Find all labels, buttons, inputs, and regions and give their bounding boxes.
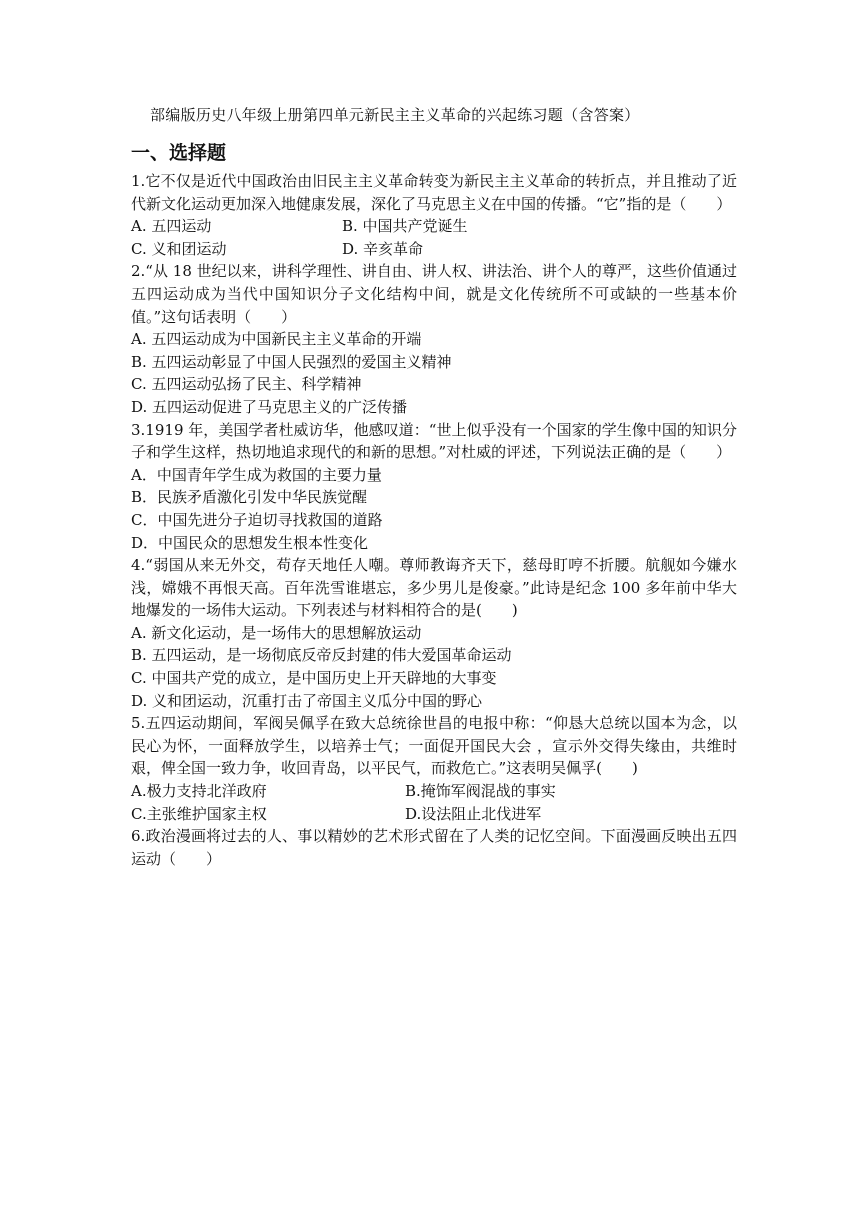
question-5-option-b: B.掩饰军阀混战的事实 bbox=[405, 782, 556, 801]
question-2-option-a: A. 五四运动成为中国新民主主义革命的开端 bbox=[131, 330, 422, 349]
question-5-option-a: A.极力支持北洋政府 bbox=[131, 782, 267, 801]
question-6-stem: 6.政治漫画将过去的人、事以精妙的艺术形式留在了人类的记忆空间。下面漫画反映出五四运动（ ） bbox=[131, 827, 737, 868]
question-4-option-b: B. 五四运动，是一场彻底反帝反封建的伟大爱国革命运动 bbox=[131, 646, 512, 665]
question-1-options-row-2 bbox=[131, 238, 737, 261]
question-5-option-d: D.设法阻止北伐进军 bbox=[405, 804, 542, 823]
question-1-option-a: A. 五四运动 bbox=[131, 217, 212, 236]
question-1-options-row-1 bbox=[131, 215, 737, 238]
question-4-option-c: C. 中国共产党的成立，是中国历史上开天辟地的大事变 bbox=[131, 669, 497, 688]
question-1-stem: 1.它不仅是近代中国政治由旧民主主义革命转变为新民主主义革命的转折点，并且推动了近代新文化运动更加深入地健康发展，深化了马克思主义在中国的传播。“它”指的是（ ） bbox=[131, 172, 737, 213]
question-3-stem: 3.1919 年，美国学者杜威访华，他感叹道：“世上似乎没有一个国家的学生像中国的知识分子和学生这样，热切地追求现代的和新的思想。”对杜威的评述，下列说法正确的是（ ） bbox=[131, 420, 737, 462]
document-title: 部编版历史八年级上册第四单元新民主主义革命的兴起练习题（含答案） bbox=[150, 106, 640, 124]
section-heading: 一、选择题 bbox=[131, 142, 227, 164]
question-5-options-row-2 bbox=[131, 803, 737, 826]
question-3-option-d: D．中国民众的思想发生根本性变化 bbox=[131, 533, 369, 552]
question-5-stem: 5.五四运动期间，军阀吴佩孚在致大总统徐世昌的电报中称：“仰恳大总统以国本为念，以民心为怀，一面释放学生，以培养士气；一面促开国民大会 ，宣示外交得失缘由，共维时艰，俾全国一致力争，收回青岛，以平民气，而救危亡。”这表明吴佩孚( ) bbox=[131, 714, 737, 778]
question-2-option-b: B. 五四运动彰显了中国人民强烈的爱国主义精神 bbox=[131, 352, 452, 371]
question-list bbox=[131, 170, 737, 870]
question-1-option-b: B. 中国共产党诞生 bbox=[342, 217, 468, 236]
question-5-options-row-1 bbox=[131, 780, 737, 803]
question-3-option-b: B．民族矛盾激化引发中华民族觉醒 bbox=[131, 488, 368, 507]
question-4-stem: 4.“弱国从来无外交，苟存天地任人嘲。尊师教诲齐天下，慈母盯哼不折腰。航舰如今嫌水浅，嫦娥不再恨天高。百年洗雪谁堪忘，多少男儿是俊豪。”此诗是纪念 100 多年前中华大地爆发的一场伟大运动。下列表述与材料相符合的是( ) bbox=[131, 556, 737, 620]
question-3-option-c: C．中国先进分子迫切寻找救国的道路 bbox=[131, 510, 383, 529]
question-2-stem: 2.“从 18 世纪以来，讲科学理性、讲自由、讲人权、讲法治、讲个人的尊严，这些价值通过五四运动成为当代中国知识分子文化结构中间，就是文化传统所不可或缺的一些基本价值。”这句话表明（ ） bbox=[131, 262, 737, 326]
question-1-option-c: C. 义和团运动 bbox=[131, 239, 227, 258]
question-2-option-d: D. 五四运动促进了马克思主义的广泛传播 bbox=[131, 397, 408, 416]
question-4-option-a: A. 新文化运动，是一场伟大的思想解放运动 bbox=[131, 623, 422, 642]
question-2-option-c: C. 五四运动弘扬了民主、科学精神 bbox=[131, 375, 362, 394]
question-3-option-a: A．中国青年学生成为救国的主要力量 bbox=[131, 465, 382, 484]
question-4-option-d: D. 义和团运动，沉重打击了帝国主义瓜分中国的野心 bbox=[131, 691, 483, 710]
question-5-option-c: C.主张维护国家主权 bbox=[131, 804, 267, 823]
question-1-option-d: D. 辛亥革命 bbox=[342, 239, 424, 258]
